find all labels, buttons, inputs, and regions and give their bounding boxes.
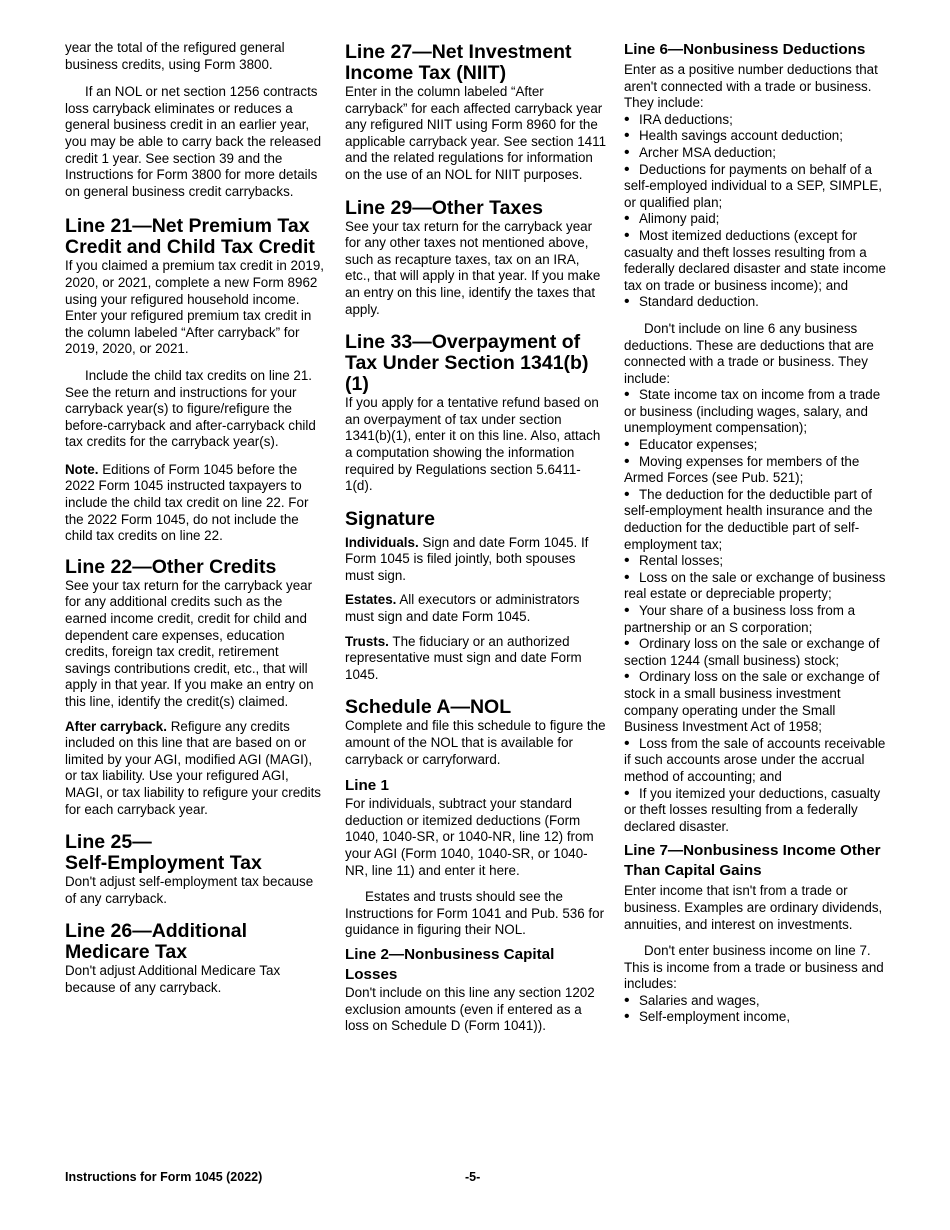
list-item: • IRA deductions; xyxy=(624,112,886,129)
note-paragraph xyxy=(65,462,327,545)
list-item: • If you itemized your deductions, casualty or theft losses resulting from a federally declared disaster. xyxy=(624,786,886,836)
list-item: • Moving expenses for members of the Armed Forces (see Pub. 521); xyxy=(624,454,886,487)
paragraph: If an NOL or net section 1256 contracts loss carryback eliminates or reduces a general business credit in an earlier year, you may be able to carry back the released credit 1 year. See section 39 and the Instructions for Form 3800 for more details on general business credit carrybacks. xyxy=(65,84,322,199)
heading-signature: Signature xyxy=(345,507,435,530)
heading-line-25-part2: Self-Employment Tax xyxy=(65,852,262,875)
paragraph: Include the child tax credits on line 21. See the return and instructions for your carryback year(s) to figure/refigure the before-carryback and after-carryback child tax credits for the carryback year(s). xyxy=(65,367,316,450)
trusts-label: Trusts. xyxy=(345,633,389,649)
paragraph: Don't enter business income on line 7. This is income from a trade or business and includes: xyxy=(624,943,884,992)
paragraph: Enter income that isn't from a trade or business. Examples are ordinary dividends, annuities, and interest on investments. xyxy=(624,883,883,932)
list-item: • Rental losses; xyxy=(624,553,886,570)
heading-line-29: Line 29—Other Taxes xyxy=(345,196,543,219)
page-number: -5- xyxy=(465,1170,481,1184)
nonbusiness-deductions-list xyxy=(624,112,886,311)
list-item: • Salaries and wages, xyxy=(624,993,886,1010)
list-item: • Educator expenses; xyxy=(624,437,886,454)
estates-paragraph xyxy=(345,592,607,625)
heading-line-1: Line 1 xyxy=(345,777,389,795)
footer-form-title: Instructions for Form 1045 (2022) xyxy=(65,1170,263,1184)
list-item: • Self-employment income, xyxy=(624,1009,886,1026)
list-item: • Loss from the sale of accounts receivable if such accounts arose under the accrual method of accounting; and xyxy=(624,736,886,786)
paragraph: Don't adjust Additional Medicare Tax because of any carryback. xyxy=(65,963,281,995)
paragraph: If you apply for a tentative refund based on an overpayment of tax under section 1341(b)(1), enter it on this line. Also, attach a computation showing the information required by Regulations section 5.6411-1(d). xyxy=(345,395,601,494)
individuals-paragraph xyxy=(345,535,607,585)
list-item: • Deductions for payments on behalf of a self-employed individual to a SEP, SIMPLE, or qualified plan; xyxy=(624,162,886,212)
list-item: • Alimony paid; xyxy=(624,211,886,228)
business-income-list xyxy=(624,993,886,1026)
heading-line-27: Line 27—Net Investment Income Tax (NIIT) xyxy=(345,41,572,84)
heading-line-21: Line 21—Net Premium Tax Credit and Child Tax Credit xyxy=(65,215,315,259)
paragraph: Estates and trusts should see the Instructions for Form 1041 and Pub. 536 for guidance in figuring their NOL. xyxy=(345,889,605,938)
paragraph: Don't include on this line any section 1202 exclusion amounts (even if entered as a loss on Schedule D (Form 1041)). xyxy=(345,984,595,1034)
trusts-text: The fiduciary or an authorized representative must sign and date Form 1045. xyxy=(345,633,582,682)
paragraph: For individuals, subtract your standard deduction or itemized deductions (Form 1040, 1040-SR, or 1040-NR, line 12) from your AGI (Form 1040, 1040-SR, or 1040-NR, line 11) and enter it here. xyxy=(345,796,594,878)
trusts-paragraph xyxy=(345,634,607,684)
estates-label: Estates. xyxy=(345,592,397,608)
list-item: • Loss on the sale or exchange of business real estate or depreciable property; xyxy=(624,570,886,603)
paragraph: Enter as a positive number deductions that aren't connected with a trade or business. They include: xyxy=(624,62,878,111)
heading-line-7: Line 7—Nonbusiness Income Other Than Capital Gains xyxy=(624,842,881,880)
column-3 xyxy=(624,40,886,1026)
list-item: • The deduction for the deductible part of self-employment health insurance and the deduction for the deductible part of self-employment tax; xyxy=(624,487,886,553)
paragraph: See your tax return for the carryback year for any other taxes not mentioned above, such as recapture taxes, tax on an IRA, etc., that will apply in that year. If you make an entry on this line, identify the taxes that apply. xyxy=(345,218,601,317)
list-item: • Archer MSA deduction; xyxy=(624,145,886,162)
list-item: • Your share of a business loss from a partnership or an S corporation; xyxy=(624,603,886,636)
list-item: • Ordinary loss on the sale or exchange of section 1244 (small business) stock; xyxy=(624,636,886,669)
column-1 xyxy=(65,40,327,997)
heading-line-6: Line 6—Nonbusiness Deductions xyxy=(624,41,866,58)
individuals-text: Sign and date Form 1045. If Form 1045 is filed jointly, both spouses must sign. xyxy=(345,534,589,583)
list-item: • Standard deduction. xyxy=(624,294,886,311)
paragraph: Enter in the column labeled “After carryback” for each affected carryback year any refigured NIIT using Form 8960 for the applicable carryback year. See section 1411 and the related regulations for information on the use of an NOL for NIIT purposes. xyxy=(345,84,607,182)
heading-schedule-a: Schedule A—NOL xyxy=(345,696,512,719)
heading-line-2: Line 2—Nonbusiness Capital Losses xyxy=(345,945,555,983)
paragraph: Don't adjust self-employment tax because of any carryback. xyxy=(65,874,314,906)
heading-line-25-part1: Line 25— xyxy=(65,831,152,854)
list-item: • State income tax on income from a trade or business (including wages, salary, and unemployment compensation); xyxy=(624,387,886,437)
after-carryback-text: Refigure any credits included on this line that are based on or limited by your AGI, modified AGI (MAGI), or tax liability. Use your refigured AGI, MAGI, or tax liability to refigure your credits for each carryback year. xyxy=(65,718,321,817)
heading-line-22: Line 22—Other Credits xyxy=(65,555,277,578)
after-carryback-paragraph xyxy=(65,719,327,819)
column-2 xyxy=(345,40,607,1035)
list-item: • Ordinary loss on the sale or exchange of stock in a small business investment company operating under the Small Business Investment Act of 1958; xyxy=(624,669,886,735)
paragraph: Don't include on line 6 any business deductions. These are deductions that are connected with a trade or business. They include: xyxy=(624,320,874,386)
paragraph: See your tax return for the carryback year for any additional credits such as the earned income credit, credit for child and dependent care expenses, education credits, foreign tax credit, retirement savings contributions credit, etc., that will apply in that year. If you make an entry on this line, identify the credit(s) claimed. xyxy=(65,577,314,709)
paragraph: year the total of the refigured general business credits, using Form 3800. xyxy=(65,40,285,72)
note-text: Editions of Form 1045 before the 2022 Form 1045 instructed taxpayers to include the child tax credit on line 22. For the 2022 Form 1045, do not include the child tax credits on line 22. xyxy=(65,461,309,544)
list-item: • Health savings account deduction; xyxy=(624,128,886,145)
heading-line-33: Line 33—Overpayment of Tax Under Section 1341(b)(1) xyxy=(345,331,589,396)
note-label: Note. xyxy=(65,461,99,477)
business-deductions-list xyxy=(624,387,886,835)
paragraph: If you claimed a premium tax credit in 2019, 2020, or 2021, complete a new Form 8962 using your refigured household income. Enter your refigured premium tax credit in the column labeled “After carryback” for 2019, 2020, or 2021. xyxy=(65,258,325,357)
after-carryback-label: After carryback. xyxy=(65,718,167,734)
paragraph: Complete and file this schedule to figure the amount of the NOL that is available for carryback or carryforward. xyxy=(345,718,606,767)
heading-line-26: Line 26—Additional Medicare Tax xyxy=(65,920,248,964)
estates-text: All executors or administrators must sign and date Form 1045. xyxy=(345,592,580,625)
list-item: • Most itemized deductions (except for casualty and theft losses resulting from a federally declared disaster and state income tax on trade or business income); and xyxy=(624,228,886,294)
individuals-label: Individuals. xyxy=(345,534,419,550)
